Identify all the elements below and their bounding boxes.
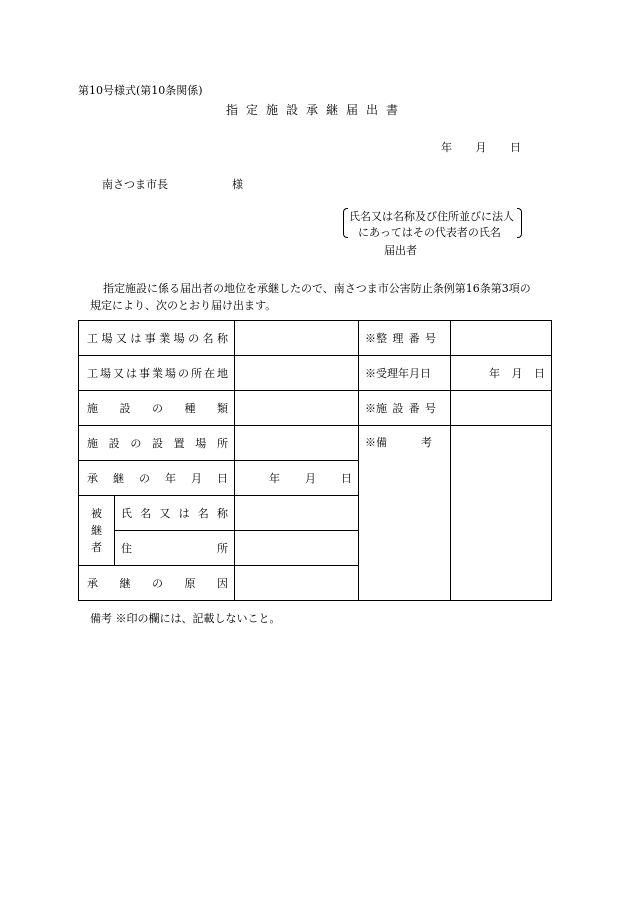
label-facility-location: 施 設 の 設 置 場 所 [79, 426, 235, 461]
addressee-name: 南さつま市長 [102, 178, 168, 191]
right-bracket [517, 208, 522, 238]
label-predecessor-name: 氏 名 又 は 名 称 [115, 496, 235, 531]
table-row [79, 356, 552, 391]
label-factory-name: 工 場 又 は 事 業 場 の 名 称 [79, 321, 235, 356]
addressee-honorific: 様 [232, 178, 243, 191]
table-row [79, 426, 552, 461]
input-facility-location[interactable] [235, 426, 359, 461]
input-factory-address[interactable] [235, 356, 359, 391]
page-title: 指定施設承継届出書 [226, 103, 407, 117]
applicant-role: 届出者 [384, 244, 417, 257]
table-row [79, 321, 552, 356]
date-month: 月 [475, 141, 487, 154]
label-reg-number: ※整 理 番 号 [359, 321, 451, 356]
label-receipt-date: ※受理年月日 [359, 356, 451, 391]
input-predecessor-address[interactable] [235, 531, 359, 566]
input-facility-number[interactable] [451, 391, 552, 426]
input-succession-date[interactable]: 年 月 日 [235, 461, 359, 496]
input-predecessor-name[interactable] [235, 496, 359, 531]
applicant-line-2: にあってはその代表者の氏名 [358, 226, 501, 239]
input-factory-name[interactable] [235, 321, 359, 356]
label-predecessor-address: 住 所 [115, 531, 235, 566]
body-line-2: 規定により、次のとおり届け出ます。 [90, 299, 277, 312]
input-receipt-date[interactable]: 年 月 日 [451, 356, 552, 391]
input-reg-number[interactable] [451, 321, 552, 356]
date-line [441, 139, 521, 155]
applicant-line-1: 氏名又は名称及び住所並びに法人 [349, 210, 514, 223]
label-facility-type: 施 設 の 種 類 [79, 391, 235, 426]
label-factory-address: 工 場 又 は 事 業 場 の 所 在 地 [79, 356, 235, 391]
body-line-1: 指定施設に係る届出者の地位を承継したので、南さつま市公害防止条例第16条第3項の [103, 282, 531, 295]
footer-note: 備考 ※印の欄には、記載しないこと。 [90, 612, 281, 625]
date-year: 年 [441, 141, 452, 154]
input-succession-reason[interactable] [235, 566, 359, 601]
label-predecessor: 被 継 者 [79, 496, 115, 566]
label-succession-reason: 承 継 の 原 因 [79, 566, 235, 601]
left-bracket [343, 208, 348, 238]
label-facility-number: ※施 設 番 号 [359, 391, 451, 426]
date-day: 日 [510, 141, 521, 154]
input-remarks[interactable] [451, 426, 552, 601]
label-remarks: ※備 考 [359, 426, 451, 601]
form-number: 第10号様式(第10条関係) [78, 84, 203, 97]
table-row [79, 391, 552, 426]
form-table [78, 320, 552, 601]
input-facility-type[interactable] [235, 391, 359, 426]
label-succession-date: 承 継 の 年 月 日 [79, 461, 235, 496]
